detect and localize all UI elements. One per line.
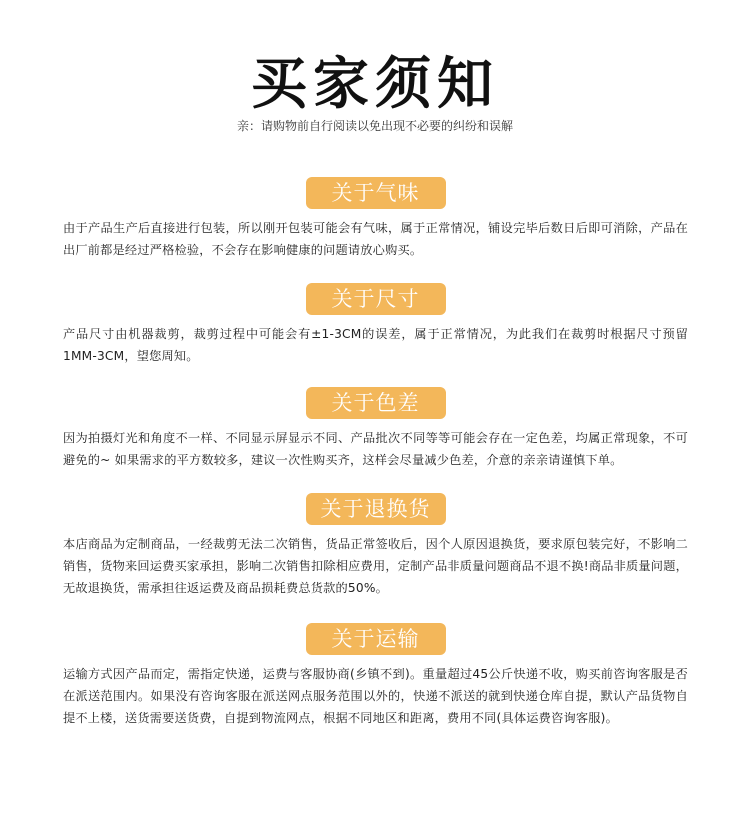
section-text-returns: 本店商品为定制商品，一经裁剪无法二次销售，货品正常签收后，因个人原因退换货，要求原包装完好，不影响二销售，货物来回运费买家承担，影响二次销售扣除相应费用，定制产品非质量问题商品不退不换!商品非质量问题，无故退换货，需承担往返运费及商品损耗费总货款的50%。	[63, 537, 688, 595]
page-subtitle: 亲：请购物前自行阅读以免出现不必要的纠纷和误解	[236, 119, 513, 133]
section-heading-shipping: 关于运输	[306, 623, 446, 655]
section-text-size: 产品尺寸由机器裁剪，裁剪过程中可能会有±1-3CM的误差，属于正常情况，为此我们在裁剪时根据尺寸预留1MM-3CM，望您周知。	[63, 327, 688, 363]
section-smell	[63, 177, 688, 261]
section-heading-color-difference: 关于色差	[306, 387, 446, 419]
section-heading-size: 关于尺寸	[306, 283, 446, 315]
section-heading-smell: 关于气味	[306, 177, 446, 209]
section-text-shipping: 运输方式因产品而定，需指定快递，运费与客服协商(乡镇不到)。重量超过45公斤快递不收，购买前咨询客服是否在派送范围内。如果没有咨询客服在派送网点服务范围以外的，快递不派送的就到快递仓库自提，默认产品货物自提不上楼，送货需要送货费，自提到物流网点，根据不同地区和距离，费用不同(具体运费咨询客服)。	[63, 667, 688, 725]
page-title: 买家须知	[251, 52, 499, 117]
section-text-color-difference: 因为拍摄灯光和角度不一样、不同显示屏显示不同、产品批次不同等等可能会存在一定色差，均属正常现象，不可避免的~ 如果需求的平方数较多，建议一次性购买齐，这样会尽量减少色差，介意的亲亲请谨慎下单。	[63, 431, 688, 467]
section-heading-returns: 关于退换货	[306, 493, 446, 525]
section-returns	[63, 493, 688, 599]
section-color-difference	[63, 387, 688, 471]
section-text-smell: 由于产品生产后直接进行包装，所以刚开包装可能会有气味，属于正常情况，铺设完毕后数日后即可消除，产品在出厂前都是经过严格检验，不会存在影响健康的问题请放心购买。	[63, 221, 688, 257]
section-size	[63, 283, 688, 367]
section-shipping	[63, 623, 688, 729]
